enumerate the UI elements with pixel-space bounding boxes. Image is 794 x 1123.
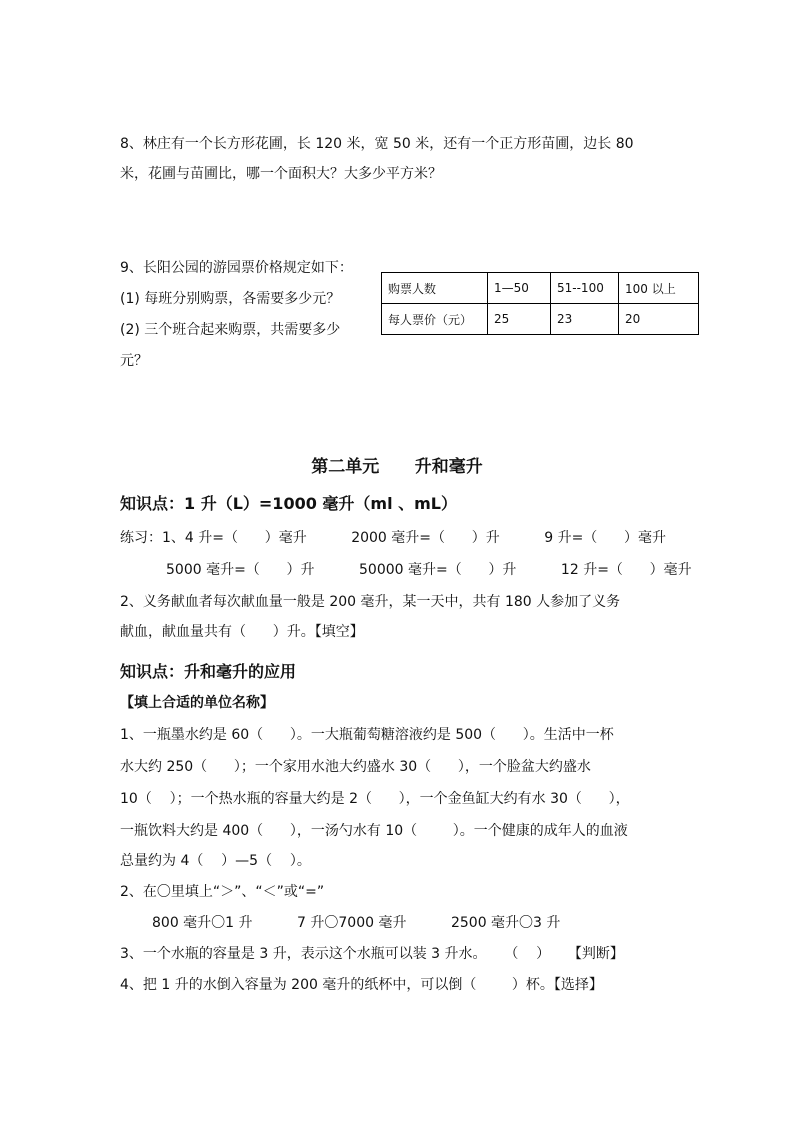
knowledge-point-1: 知识点：1 升（L）=1000 毫升（ml 、mL）	[120, 494, 458, 513]
fill-line-2: 水大约 250（ ）；一个家用水池大约盛水 30（ ），一个脸盆大约盛水	[120, 759, 591, 775]
judge-question: 3、一个水瓶的容量是 3 升，表示这个水瓶可以装 3 升水。 （ ） 【判断】	[120, 946, 624, 962]
table-cell: 100 以上	[619, 273, 699, 304]
fill-line-3: 10（ ）；一个热水瓶的容量大约是 2（ ），一个金鱼缸大约有水 30（ ），	[120, 791, 630, 807]
exercise-line-2: 5000 毫升=（ ）升 50000 毫升=（ ）升 12 升=（ ）毫升	[166, 562, 692, 578]
q9-line-2: (1) 每班分别购票，各需要多少元？	[120, 291, 341, 307]
compare-title: 2、在〇里填上“＞”、“＜”或“=”	[120, 884, 325, 900]
compare-items: 800 毫升〇1 升 7 升〇7000 毫升 2500 毫升〇3 升	[152, 915, 561, 931]
table-cell: 1—50	[488, 273, 551, 304]
unit-title: 第二单元 升和毫升	[311, 457, 483, 477]
q8-line-2: 米，花圃与苗圃比，哪一个面积大？大多少平方米？	[120, 166, 442, 182]
table-cell: 20	[619, 304, 699, 335]
table-row	[382, 304, 699, 335]
choice-question: 4、把 1 升的水倒入容量为 200 毫升的纸杯中，可以倒（ ）杯。【选择】	[120, 977, 603, 993]
table-cell: 51--100	[551, 273, 619, 304]
q8-line-1: 8、林庄有一个长方形花圃，长 120 米，宽 50 米，还有一个正方形苗圃，边长 80	[120, 136, 634, 152]
fill-line-5: 总量约为 4（ ）—5（ ）。	[120, 853, 311, 869]
ticket-price-table	[381, 272, 699, 335]
table-cell: 23	[551, 304, 619, 335]
q9-line-1: 9、长阳公园的游园票价格规定如下：	[120, 260, 353, 276]
fill-line-4: 一瓶饮料大约是 400（ ），一汤勺水有 10（ ）。一个健康的成年人的血液	[120, 823, 628, 839]
fill-section-title: 【填上合适的单位名称】	[120, 695, 274, 711]
q9-line-3: (2) 三个班合起来购票，共需要多少	[120, 322, 341, 338]
q9-line-4: 元？	[120, 353, 148, 369]
q2-line-1: 2、义务献血者每次献血量一般是 200 毫升，某一天中，共有 180 人参加了义务	[120, 594, 621, 610]
table-cell: 25	[488, 304, 551, 335]
fill-line-1: 1、一瓶墨水约是 60（ ）。一大瓶葡萄糖溶液约是 500（ ）。生活中一杯	[120, 727, 614, 743]
q2-line-2: 献血，献血量共有（ ）升。【填空】	[120, 624, 364, 640]
table-cell: 每人票价（元）	[382, 304, 488, 335]
table-cell: 购票人数	[382, 273, 488, 304]
knowledge-point-2: 知识点：升和毫升的应用	[120, 662, 297, 681]
exercise-line-1: 练习：1、4 升=（ ）毫升 2000 毫升=（ ）升 9 升=（ ）毫升	[120, 530, 666, 546]
table-row	[382, 273, 699, 304]
